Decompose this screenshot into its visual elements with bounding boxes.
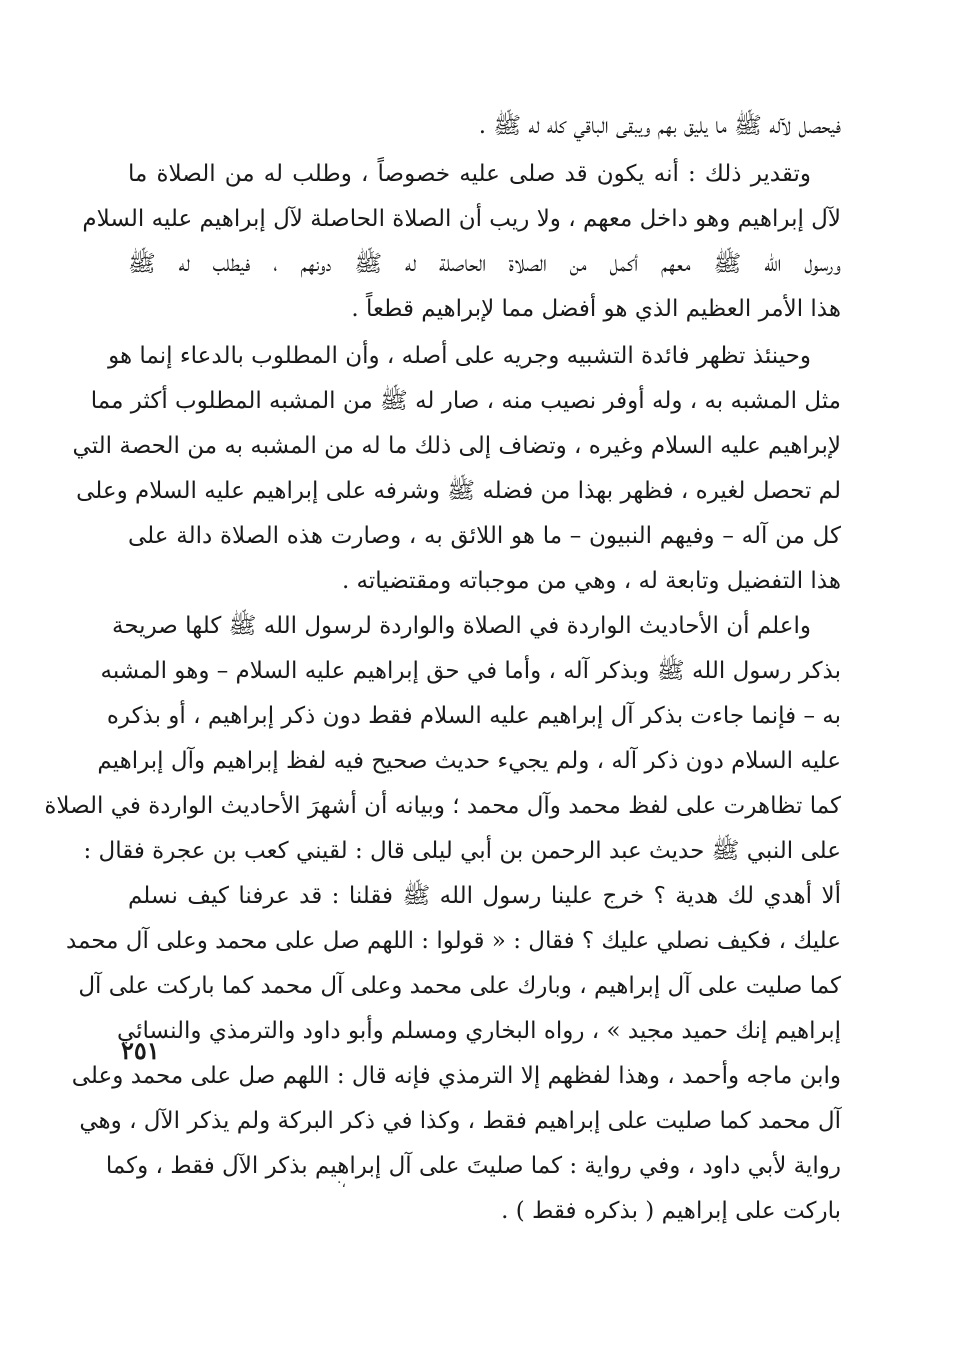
text-line: وحينئذ تظهر فائدة التشبيه وجريه على أصله ، وأن المطلوب بالدعاء إنما هو (108, 343, 811, 369)
text-line: مثل المشبه به ، وله أوفر نصيب منه ، صار له ﷺ من المشبه المطلوب أكثر مما (90, 388, 841, 414)
text-line: واعلم أن الأحاديث الواردة في الصلاة والواردة لرسول الله ﷺ كلها صريحة (112, 613, 811, 639)
text-line: عليك ، فكيف نصلي عليك ؟ فقال : « قولوا : اللهم صل على محمد وعلى آل محمد (65, 928, 841, 954)
paragraph-1 (128, 104, 841, 149)
text-line: آل محمد كما صليت على إبراهيم فقط ، وكذا في ذكر البركة ولم يذكر الآل ، وهي (79, 1108, 841, 1134)
text-line: وابن ماجه وأحمد ، وهذا لفظهم إلا الترمذي فإنه قال : اللهم صل على محمد وعلى (71, 1063, 841, 1089)
text-line: ورسول الله ﷺ معهم أكمل من الصلاة الحاصلة له ﷺ دونهم ، فيطلب له ﷺ (128, 251, 841, 277)
text-line: ألا أهدي لك هدية ؟ خرج علينا رسول الله ﷺ فقلنا : قد عرفنا كيف نسلم (128, 883, 841, 909)
text-line: باركت على إبراهيم ( بذكره فقط ) . (501, 1198, 841, 1224)
paragraph-3 (72, 334, 841, 604)
text-line: كل من آله – وفيهم النبيون – ما هو اللائق به ، وصارت هذه الصلاة دالة على (128, 523, 841, 549)
text-line: رواية لأبي داود ، وفي رواية : كما صليتَ على آل إبراهيم بذكر الآل فقط ، وكما (105, 1153, 841, 1179)
text-line: عليه السلام دون ذكر آله ، ولم يجيء حديث صحيح فيه لفظ إبراهيم وآل إبراهيم (97, 748, 841, 774)
paragraph-2 (82, 152, 841, 332)
text-line: كما تظاهرت على لفظ محمد وآل محمد ؛ وبيانه أن أشهرَ الأحاديث الواردة في الصلاة (44, 793, 841, 819)
text-line: لم تحصل لغيره ، فظهر بهذا من فضله ﷺ وشرفه على إبراهيم عليه السلام وعلى (76, 478, 841, 504)
text-line: فيحصل لآله ﷺ ما يليق بهم ويبقى الباقي كله له ﷺ . (478, 113, 841, 139)
text-line: إبراهيم إنك حميد مجيد » ، رواه البخاري ومسلم وأبو داود والترمذي والنسائي (116, 1018, 841, 1044)
text-line: بذكر رسول الله ﷺ وبذكر آله ، وأما في حق إبراهيم عليه السلام – وهو المشبه (100, 658, 841, 684)
scan-speck: ·، (337, 1175, 346, 1191)
text-line: لآل إبراهيم وهو داخل معهم ، ولا ريب أن الصلاة الحاصلة لآل إبراهيم عليه السلام (82, 206, 841, 232)
text-line: على النبي ﷺ حديث عبد الرحمن بن أبي ليلى قال : لقيني كعب بن عجرة فقال : (83, 838, 841, 864)
text-line: وتقدير ذلك : أنه يكون قد صلى عليه خصوصاً ، وطلب له من الصلاة ما (128, 161, 811, 187)
text-line: به – فإنما جاءت بذكر آل إبراهيم عليه السلام فقط دون ذكر إبراهيم ، أو بذكره (106, 703, 841, 729)
text-line: هذا التفضيل وتابعة له ، وهي من موجباته ومقتضياته . (341, 568, 841, 594)
text-line: هذا الأمر العظيم الذي هو أفضل مما لإبراهيم قطعاً . (351, 296, 841, 322)
paragraph-4 (44, 604, 841, 1234)
text-line: كما صليت على آل إبراهيم ، وبارك على محمد وعلى آل محمد كما باركت على آل (78, 973, 841, 999)
page-number: ٢٥١ (121, 1036, 160, 1065)
text-line: لإبراهيم عليه السلام وغيره ، وتضاف إلى ذلك ما له من المشبه به من الحصة التي (72, 433, 841, 459)
